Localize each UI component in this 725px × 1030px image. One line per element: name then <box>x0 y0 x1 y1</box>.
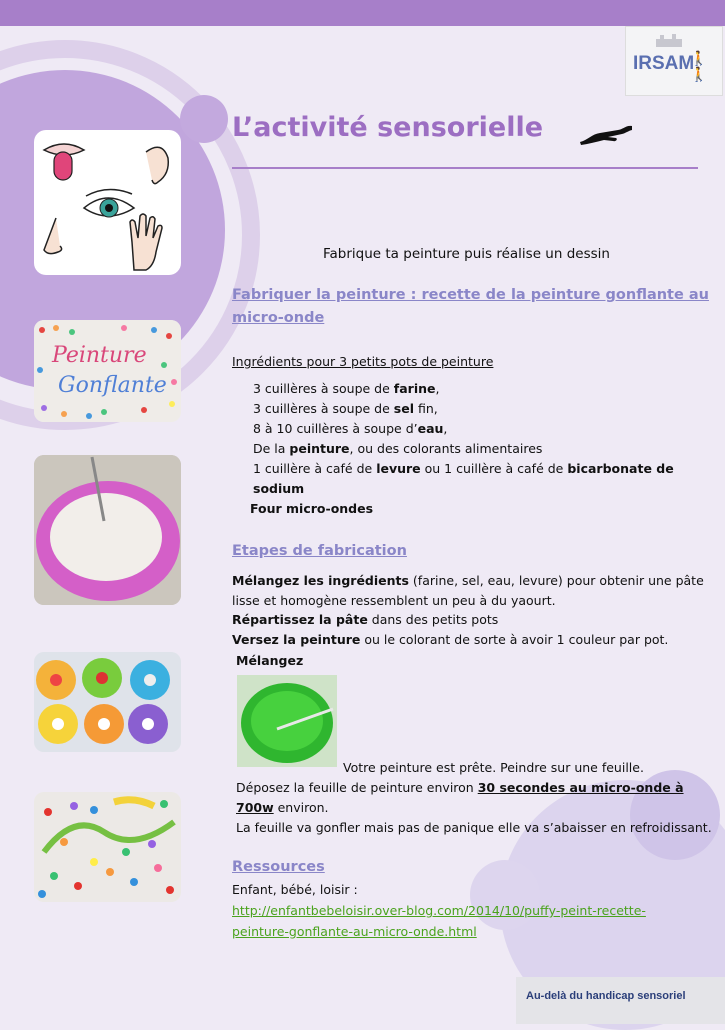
logo-text: IRSAM <box>633 53 695 74</box>
footer-text: Au-delà du handicap sensoriel <box>526 990 686 1002</box>
photo-mixing-bowl <box>34 455 181 605</box>
people-icon: 🚶🚶 <box>690 51 708 83</box>
bg-circle-bottom-right-3 <box>470 860 540 930</box>
subtitle: Fabrique ta peinture puis réalise un dessin <box>323 246 610 262</box>
ingredient-peinture: De la peinture, ou des colorants alimentaires <box>253 441 543 456</box>
section-heading-fabriquer-line1: Fabriquer la peinture : recette de la peinture gonflante au <box>232 287 709 303</box>
section-heading-fabriquer-line2: micro-onde <box>232 310 325 326</box>
ingredient-levure: 1 cuillère à café de levure ou 1 cuillère à café de bicarbonate de <box>253 461 674 476</box>
bg-circle-small <box>180 95 228 143</box>
step-peinture-prete: Votre peinture est prête. Peindre sur une feuille. <box>343 760 644 775</box>
step-melangez-ingredients: Mélangez les ingrédients (farine, sel, eau, levure) pour obtenir une pâte <box>232 573 704 588</box>
resource-link-line1[interactable]: http://enfantbebeloisir.over-blog.com/2014/10/puffy-peint-recette- <box>232 903 646 918</box>
step-versez: Versez la peinture ou le colorant de sorte à avoir 1 couleur par pot. <box>232 632 669 647</box>
step-deposez: Déposez la feuille de peinture environ 30 secondes au micro-onde à <box>236 780 684 795</box>
irsam-logo <box>625 26 723 96</box>
resource-link-line2[interactable]: peinture-gonflante-au-micro-onde.html <box>232 924 477 939</box>
photo-green-paint <box>237 675 337 767</box>
ingredient-eau: 8 à 10 cuillères à soupe d’eau, <box>253 421 448 436</box>
hand-icon <box>578 120 634 146</box>
step-gonfler: La feuille va gonfler mais pas de panique elle va s’abaisser en refroidissant. <box>236 820 712 835</box>
puffy-label-line1: Peinture <box>52 343 147 368</box>
ingredient-sodium: sodium <box>253 481 305 496</box>
title-divider <box>232 167 698 169</box>
photo-paint-pots <box>34 652 181 752</box>
senses-drawing <box>34 130 181 275</box>
top-bar <box>0 0 725 26</box>
ingredient-farine: 3 cuillères à soupe de farine, <box>253 381 440 396</box>
section-heading-ressources: Ressources <box>232 859 325 875</box>
step-repartissez: Répartissez la pâte dans des petits pots <box>232 612 499 627</box>
step-melangez: Mélangez <box>236 653 304 668</box>
photo-painted-sheet <box>34 792 181 902</box>
senses-illustration <box>34 130 181 275</box>
ingredient-sel: 3 cuillères à soupe de sel fin, <box>253 401 438 416</box>
photo-puffy-paint <box>34 320 181 422</box>
step-deposez-line2: 700w environ. <box>236 800 329 815</box>
castle-icon <box>654 33 684 47</box>
step-melangez-line2: lisse et homogène ressemblent un peu à du yaourt. <box>232 593 556 608</box>
section-heading-etapes: Etapes de fabrication <box>232 543 407 559</box>
resource-source: Enfant, bébé, loisir : <box>232 882 358 897</box>
footer-banner <box>516 977 725 1024</box>
ingredient-micro-ondes: Four micro-ondes <box>250 501 374 516</box>
puffy-label-line2: Gonflante <box>58 373 167 398</box>
ingredients-heading: Ingrédients pour 3 petits pots de peinture <box>232 354 494 369</box>
page-title: L’activité sensorielle <box>232 112 544 143</box>
